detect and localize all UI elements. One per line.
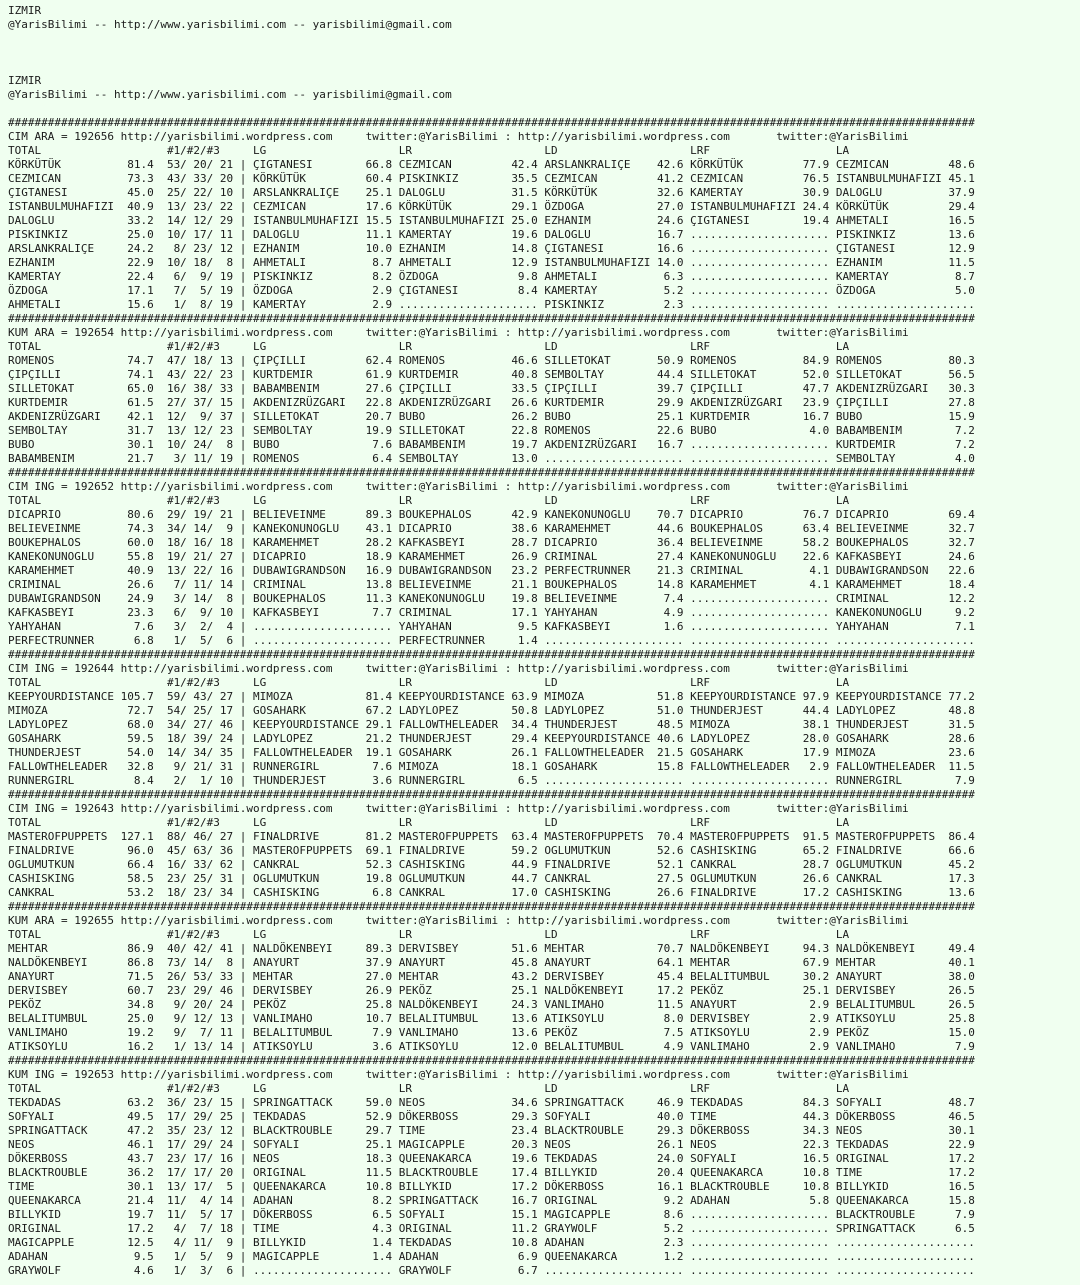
table-row: ÇIPÇILLI 74.1 43/ 22/ 23 | KURTDEMIR 61.9 KURTDEMIR 40.8 SEMBOLTAY 44.4 SILLETOKAT 52.0 SILLETOKAT 56.5 [8,368,975,381]
table-row: ÖZDOGA 17.1 7/ 5/ 19 | ÖZDOGA 2.9 ÇIGTANESI 8.4 KAMERTAY 5.2 ..................... ÖZDOGA 5.0 [8,284,975,297]
table-row: ISTANBULMUHAFIZI 40.9 13/ 23/ 22 | CEZMICAN 17.6 KÖRKÜTÜK 29.1 ÖZDOGA 27.0 ISTANBULMUHAFIZI 24.4 KÖRKÜTÜK 29.4 [8,200,975,213]
column-headers: TOTAL #1/#2/#3 LG LR LD LRF LA [8,340,850,353]
table-row: KAFKASBEYI 23.3 6/ 9/ 10 | KAFKASBEYI 7.7 CRIMINAL 17.1 YAHYAHAN 4.9 ..................... KANEKONUNOGLU 9.2 [8,606,975,619]
table-row: BOUKEPHALOS 60.0 18/ 16/ 18 | KARAMEHMET 28.2 KAFKASBEYI 28.7 DICAPRIO 36.4 BELIEVEINME 58.2 BOUKEPHALOS 32.7 [8,536,975,549]
table-row: RUNNERGIRL 8.4 2/ 1/ 10 | THUNDERJEST 3.6 RUNNERGIRL 6.5 ..................... ..................... RUNNERGIRL 7.9 [8,774,975,787]
table-row: BELALITUMBUL 25.0 9/ 12/ 13 | VANLIMAHO 10.7 BELALITUMBUL 13.6 ATIKSOYLU 8.0 DERVISBEY 2.9 ATIKSOYLU 25.8 [8,1012,975,1025]
table-row: NEOS 46.1 17/ 29/ 24 | SOFYALI 25.1 MAGICAPPLE 20.3 NEOS 26.1 NEOS 22.3 TEKDADAS 22.9 [8,1138,975,1151]
race-title: CIM ARA = 192656 http://yarisbilimi.wordpress.com twitter:@YarisBilimi : http://yarisbilimi.wordpress.com twitter:@YarisBilimi [8,130,909,143]
header-line: @YarisBilimi -- http://www.yarisbilimi.com -- yarisbilimi@gmail.com [8,88,452,101]
table-row: OGLUMUTKUN 66.4 16/ 33/ 62 | CANKRAL 52.3 CASHISKING 44.9 FINALDRIVE 52.1 CANKRAL 28.7 OGLUMUTKUN 45.2 [8,858,975,871]
race-title: CIM ING = 192652 http://yarisbilimi.wordpress.com twitter:@YarisBilimi : http://yarisbilimi.wordpress.com twitter:@YarisBilimi [8,480,909,493]
column-headers: TOTAL #1/#2/#3 LG LR LD LRF LA [8,676,850,689]
header-line [8,46,1080,60]
table-row: GRAYWOLF 4.6 1/ 3/ 6 | ..................... GRAYWOLF 6.7 ..................... ..................... ..................... [8,1264,975,1277]
table-row: PERFECTRUNNER 6.8 1/ 5/ 6 | ..................... PERFECTRUNNER 1.4 ..................... ..................... ..................... [8,634,975,647]
table-row: DÖKERBOSS 43.7 23/ 17/ 16 | NEOS 18.3 QUEENAKARCA 19.6 TEKDADAS 24.0 SOFYALI 16.5 ORIGINAL 17.2 [8,1152,975,1165]
table-row: MAGICAPPLE 12.5 4/ 11/ 9 | BILLYKID 1.4 TEKDADAS 10.8 ADAHAN 2.3 ..................... ..................... [8,1236,975,1249]
table-row: ARSLANKRALIÇE 24.2 8/ 23/ 12 | EZHANIM 10.0 EZHANIM 14.8 ÇIGTANESI 16.6 ..................... ÇIGTANESI 12.9 [8,242,975,255]
table-row: SILLETOKAT 65.0 16/ 38/ 33 | BABAMBENIM 27.6 ÇIPÇILLI 33.5 ÇIPÇILLI 39.7 ÇIPÇILLI 47.7 AKDENIZRÜZGARI 30.3 [8,382,975,395]
table-row: DICAPRIO 80.6 29/ 19/ 21 | BELIEVEINME 89.3 BOUKEPHALOS 42.9 KANEKONUNOGLU 70.7 DICAPRIO 76.7 DICAPRIO 69.4 [8,508,975,521]
table-row: KURTDEMIR 61.5 27/ 37/ 15 | AKDENIZRÜZGARI 22.8 AKDENIZRÜZGARI 26.6 KURTDEMIR 29.9 AKDENIZRÜZGARI 23.9 ÇIPÇILLI 27.8 [8,396,975,409]
table-row: THUNDERJEST 54.0 14/ 34/ 35 | FALLOWTHELEADER 19.1 GOSAHARK 26.1 FALLOWTHELEADER 21.5 GOSAHARK 17.9 MIMOZA 23.6 [8,746,975,759]
table-row: SOFYALI 49.5 17/ 29/ 25 | TEKDADAS 52.9 DÖKERBOSS 29.3 SOFYALI 40.0 TIME 44.3 DÖKERBOSS 46.5 [8,1110,975,1123]
table-row: TIME 30.1 13/ 17/ 5 | QUEENAKARCA 10.8 BILLYKID 17.2 DÖKERBOSS 16.1 BLACKTROUBLE 10.8 BILLYKID 16.5 [8,1180,975,1193]
column-headers: TOTAL #1/#2/#3 LG LR LD LRF LA [8,816,850,829]
table-row: KAMERTAY 22.4 6/ 9/ 19 | PISKINKIZ 8.2 ÖZDOGA 9.8 AHMETALI 6.3 ..................... KAMERTAY 8.7 [8,270,975,283]
race-title: KUM ARA = 192655 http://yarisbilimi.wordpress.com twitter:@YarisBilimi : http://yarisbilimi.wordpress.com twitter:@YarisBilimi [8,914,909,927]
race-title: CIM ING = 192643 http://yarisbilimi.wordpress.com twitter:@YarisBilimi : http://yarisbilimi.wordpress.com twitter:@YarisBilimi [8,802,909,815]
table-row: TEKDADAS 63.2 36/ 23/ 15 | SPRINGATTACK 59.0 NEOS 34.6 SPRINGATTACK 46.9 TEKDADAS 84.3 SOFYALI 48.7 [8,1096,975,1109]
table-row: MIMOZA 72.7 54/ 25/ 17 | GOSAHARK 67.2 LADYLOPEZ 50.8 LADYLOPEZ 51.0 THUNDERJEST 44.4 LADYLOPEZ 48.8 [8,704,975,717]
column-headers: TOTAL #1/#2/#3 LG LR LD LRF LA [8,928,850,941]
table-row: CEZMICAN 73.3 43/ 33/ 20 | KÖRKÜTÜK 60.4 PISKINKIZ 35.5 CEZMICAN 41.2 CEZMICAN 76.5 ISTANBULMUHAFIZI 45.1 [8,172,975,185]
table-row: CASHISKING 58.5 23/ 25/ 31 | OGLUMUTKUN 19.8 OGLUMUTKUN 44.7 CANKRAL 27.5 OGLUMUTKUN 26.6 CANKRAL 17.3 [8,872,975,885]
table-row: NALDÖKENBEYI 86.8 73/ 14/ 8 | ANAYURT 37.9 ANAYURT 45.8 ANAYURT 64.1 MEHTAR 67.9 MEHTAR 40.1 [8,956,975,969]
table-row: AKDENIZRÜZGARI 42.1 12/ 9/ 37 | SILLETOKAT 20.7 BUBO 26.2 BUBO 25.1 KURTDEMIR 16.7 BUBO 15.9 [8,410,975,423]
table-row: DERVISBEY 60.7 23/ 29/ 46 | DERVISBEY 26.9 PEKÖZ 25.1 NALDÖKENBEYI 17.2 PEKÖZ 25.1 DERVISBEY 26.5 [8,984,975,997]
table-row: FINALDRIVE 96.0 45/ 63/ 36 | MASTEROFPUPPETS 69.1 FINALDRIVE 59.2 OGLUMUTKUN 52.6 CASHISKING 65.2 FINALDRIVE 66.6 [8,844,975,857]
separator-line: ################################################################################################################################################## [8,900,975,913]
table-row: ADAHAN 9.5 1/ 5/ 9 | MAGICAPPLE 1.4 ADAHAN 6.9 QUEENAKARCA 1.2 ..................... ..................... [8,1250,975,1263]
separator-line: ################################################################################################################################################## [8,116,975,129]
column-headers: TOTAL #1/#2/#3 LG LR LD LRF LA [8,144,850,157]
table-row: KANEKONUNOGLU 55.8 19/ 21/ 27 | DICAPRIO 18.9 KARAMEHMET 26.9 CRIMINAL 27.4 KANEKONUNOGLU 22.6 KAFKASBEYI 24.6 [8,550,975,563]
header-line: IZMIR [8,74,42,87]
separator-line: ################################################################################################################################################## [8,648,975,661]
table-row: ORIGINAL 17.2 4/ 7/ 18 | TIME 4.3 ORIGINAL 11.2 GRAYWOLF 5.2 ..................... SPRINGATTACK 6.5 [8,1222,975,1235]
table-row: ROMENOS 74.7 47/ 18/ 13 | ÇIPÇILLI 62.4 ROMENOS 46.6 SILLETOKAT 50.9 ROMENOS 84.9 ROMENOS 80.3 [8,354,975,367]
table-row: CANKRAL 53.2 18/ 23/ 34 | CASHISKING 6.8 CANKRAL 17.0 CASHISKING 26.6 FINALDRIVE 17.2 CASHISKING 13.6 [8,886,975,899]
header-line [8,102,1080,116]
table-row: MEHTAR 86.9 40/ 42/ 41 | NALDÖKENBEYI 89.3 DERVISBEY 51.6 MEHTAR 70.7 NALDÖKENBEYI 94.3 NALDÖKENBEYI 49.4 [8,942,975,955]
table-row: AHMETALI 15.6 1/ 8/ 19 | KAMERTAY 2.9 ..................... PISKINKIZ 2.3 ..................... ..................... [8,298,975,311]
table-row: ATIKSOYLU 16.2 1/ 13/ 14 | ATIKSOYLU 3.6 ATIKSOYLU 12.0 BELALITUMBUL 4.9 VANLIMAHO 2.9 VANLIMAHO 7.9 [8,1040,975,1053]
table-row: ANAYURT 71.5 26/ 53/ 33 | MEHTAR 27.0 MEHTAR 43.2 DERVISBEY 45.4 BELALITUMBUL 30.2 ANAYURT 38.0 [8,970,975,983]
header-line [8,32,1080,46]
table-row: ÇIGTANESI 45.0 25/ 22/ 10 | ARSLANKRALIÇE 25.1 DALOGLU 31.5 KÖRKÜTÜK 32.6 KAMERTAY 30.9 DALOGLU 37.9 [8,186,975,199]
table-row: GOSAHARK 59.5 18/ 39/ 24 | LADYLOPEZ 21.2 THUNDERJEST 29.4 KEEPYOURDISTANCE 40.6 LADYLOPEZ 28.0 GOSAHARK 28.6 [8,732,975,745]
header-line: IZMIR [8,4,42,17]
table-row: KÖRKÜTÜK 81.4 53/ 20/ 21 | ÇIGTANESI 66.8 CEZMICAN 42.4 ARSLANKRALIÇE 42.6 KÖRKÜTÜK 77.9 CEZMICAN 48.6 [8,158,975,171]
table-row: VANLIMAHO 19.2 9/ 7/ 11 | BELALITUMBUL 7.9 VANLIMAHO 13.6 PEKÖZ 7.5 ATIKSOYLU 2.9 PEKÖZ 15.0 [8,1026,975,1039]
table-row: QUEENAKARCA 21.4 11/ 4/ 14 | ADAHAN 8.2 SPRINGATTACK 16.7 ORIGINAL 9.2 ADAHAN 5.8 QUEENAKARCA 15.8 [8,1194,975,1207]
table-row: CRIMINAL 26.6 7/ 11/ 14 | CRIMINAL 13.8 BELIEVEINME 21.1 BOUKEPHALOS 14.8 KARAMEHMET 4.1 KARAMEHMET 18.4 [8,578,975,591]
header-line: @YarisBilimi -- http://www.yarisbilimi.com -- yarisbilimi@gmail.com [8,18,452,31]
table-row: BELIEVEINME 74.3 34/ 14/ 9 | KANEKONUNOGLU 43.1 DICAPRIO 38.6 KARAMEHMET 44.6 BOUKEPHALOS 63.4 BELIEVEINME 32.7 [8,522,975,535]
table-row: BUBO 30.1 10/ 24/ 8 | BUBO 7.6 BABAMBENIM 19.7 AKDENIZRÜZGARI 16.7 ..................... KURTDEMIR 7.2 [8,438,975,451]
table-row: LADYLOPEZ 68.0 34/ 27/ 46 | KEEPYOURDISTANCE 29.1 FALLOWTHELEADER 34.4 THUNDERJEST 48.5 MIMOZA 38.1 THUNDERJEST 31.5 [8,718,975,731]
separator-line: ################################################################################################################################################## [8,788,975,801]
table-row: EZHANIM 22.9 10/ 18/ 8 | AHMETALI 8.7 AHMETALI 12.9 ISTANBULMUHAFIZI 14.0 ..................... EZHANIM 11.5 [8,256,975,269]
table-row: SPRINGATTACK 47.2 35/ 23/ 12 | BLACKTROUBLE 29.7 TIME 23.4 BLACKTROUBLE 29.3 DÖKERBOSS 34.3 NEOS 30.1 [8,1124,975,1137]
separator-line: ################################################################################################################################################## [8,312,975,325]
race-title: CIM ING = 192644 http://yarisbilimi.wordpress.com twitter:@YarisBilimi : http://yarisbilimi.wordpress.com twitter:@YarisBilimi [8,662,909,675]
header-line [8,60,1080,74]
table-row: FALLOWTHELEADER 32.8 9/ 21/ 31 | RUNNERGIRL 7.6 MIMOZA 18.1 GOSAHARK 15.8 FALLOWTHELEADER 2.9 FALLOWTHELEADER 11.5 [8,760,975,773]
separator-line: ################################################################################################################################################## [8,1054,975,1067]
column-headers: TOTAL #1/#2/#3 LG LR LD LRF LA [8,1082,850,1095]
race-title: KUM ING = 192653 http://yarisbilimi.wordpress.com twitter:@YarisBilimi : http://yarisbilimi.wordpress.com twitter:@YarisBilimi [8,1068,909,1081]
table-row: BABAMBENIM 21.7 3/ 11/ 19 | ROMENOS 6.4 SEMBOLTAY 13.0 ..................... ..................... SEMBOLTAY 4.0 [8,452,975,465]
table-row: BLACKTROUBLE 36.2 17/ 17/ 20 | ORIGINAL 11.5 BLACKTROUBLE 17.4 BILLYKID 20.4 QUEENAKARCA 10.8 TIME 17.2 [8,1166,975,1179]
table-row: DALOGLU 33.2 14/ 12/ 29 | ISTANBULMUHAFIZI 15.5 ISTANBULMUHAFIZI 25.0 EZHANIM 24.6 ÇIGTANESI 19.4 AHMETALI 16.5 [8,214,975,227]
table-row: YAHYAHAN 7.6 3/ 2/ 4 | ..................... YAHYAHAN 9.5 KAFKASBEYI 1.6 ..................... YAHYAHAN 7.1 [8,620,975,633]
table-row: BILLYKID 19.7 11/ 5/ 17 | DÖKERBOSS 6.5 SOFYALI 15.1 MAGICAPPLE 8.6 ..................... BLACKTROUBLE 7.9 [8,1208,975,1221]
table-row: DUBAWIGRANDSON 24.9 3/ 14/ 8 | BOUKEPHALOS 11.3 KANEKONUNOGLU 19.8 BELIEVEINME 7.4 ..................... CRIMINAL 12.2 [8,592,975,605]
separator-line: ################################################################################################################################################## [8,466,975,479]
table-row: KEEPYOURDISTANCE 105.7 59/ 43/ 27 | MIMOZA 81.4 KEEPYOURDISTANCE 63.9 MIMOZA 51.8 KEEPYOURDISTANCE 97.9 KEEPYOURDISTANCE 77.2 [8,690,975,703]
table-row: PEKÖZ 34.8 9/ 20/ 24 | PEKÖZ 25.8 NALDÖKENBEYI 24.3 VANLIMAHO 11.5 ANAYURT 2.9 BELALITUMBUL 26.5 [8,998,975,1011]
race-title: KUM ARA = 192654 http://yarisbilimi.wordpress.com twitter:@YarisBilimi : http://yarisbilimi.wordpress.com twitter:@YarisBilimi [8,326,909,339]
table-row: KARAMEHMET 40.9 13/ 22/ 16 | DUBAWIGRANDSON 16.9 DUBAWIGRANDSON 23.2 PERFECTRUNNER 21.3 CRIMINAL 4.1 DUBAWIGRANDSON 22.6 [8,564,975,577]
table-row: PISKINKIZ 25.0 10/ 17/ 11 | DALOGLU 11.1 KAMERTAY 19.6 DALOGLU 16.7 ..................... PISKINKIZ 13.6 [8,228,975,241]
table-row: MASTEROFPUPPETS 127.1 88/ 46/ 27 | FINALDRIVE 81.2 MASTEROFPUPPETS 63.4 MASTEROFPUPPETS 70.4 MASTEROFPUPPETS 91.5 MASTEROFPUPPETS 86.4 [8,830,975,843]
table-row: SEMBOLTAY 31.7 13/ 12/ 23 | SEMBOLTAY 19.9 SILLETOKAT 22.8 ROMENOS 22.6 BUBO 4.0 BABAMBENIM 7.2 [8,424,975,437]
column-headers: TOTAL #1/#2/#3 LG LR LD LRF LA [8,494,850,507]
